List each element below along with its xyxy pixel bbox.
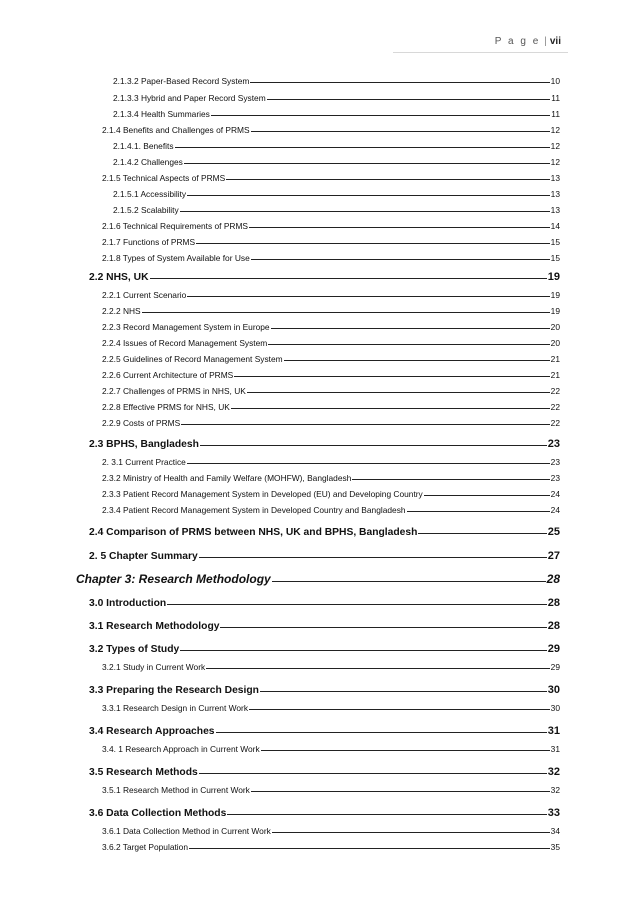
- toc-entry[interactable]: 2.1.3.3 Hybrid and Paper Record System 11: [113, 93, 560, 103]
- page-header: [495, 36, 561, 47]
- toc-entry[interactable]: 3.5.1 Research Method in Current Work 32: [102, 785, 560, 795]
- header-separator: |: [544, 36, 547, 47]
- header-rule: [393, 52, 568, 53]
- toc-entry[interactable]: 2.1.3.2 Paper-Based Record System 10: [113, 76, 560, 86]
- page-label: P a g e: [494, 36, 541, 47]
- toc-entry[interactable]: 3.0 Introduction 28: [89, 597, 560, 609]
- toc-entry[interactable]: 2.2.5 Guidelines of Record Management System 21: [102, 354, 560, 364]
- toc-chapter-entry[interactable]: Chapter 3: Research Methodology 28: [76, 572, 560, 586]
- toc-entry[interactable]: 2.1.4 Benefits and Challenges of PRMS 12: [102, 125, 560, 135]
- toc-entry[interactable]: 2.2.4 Issues of Record Management System 20: [102, 338, 560, 348]
- toc-entry[interactable]: 2.2.9 Costs of PRMS 22: [102, 418, 560, 428]
- toc-entry[interactable]: 3.6.2 Target Population 35: [102, 842, 560, 852]
- toc-entry[interactable]: 3.4 Research Approaches 31: [89, 725, 560, 737]
- toc-entry[interactable]: 3.3 Preparing the Research Design 30: [89, 684, 560, 696]
- toc-entry[interactable]: 2.2.1 Current Scenario 19: [102, 290, 560, 300]
- toc-entry[interactable]: 3.6.1 Data Collection Method in Current Work 34: [102, 826, 560, 836]
- toc-entry[interactable]: 2.3.4 Patient Record Management System in Developed Country and Bangladesh 24: [102, 505, 560, 515]
- toc-entry[interactable]: 2.3.2 Ministry of Health and Family Welfare (MOHFW), Bangladesh 23: [102, 473, 560, 483]
- toc-entry[interactable]: 2.2.7 Challenges of PRMS in NHS, UK 22: [102, 386, 560, 396]
- toc-entry[interactable]: 3.2 Types of Study 29: [89, 643, 560, 655]
- toc-entry[interactable]: 2.1.6 Technical Requirements of PRMS 14: [102, 221, 560, 231]
- toc-entry[interactable]: 3.6 Data Collection Methods 33: [89, 807, 560, 819]
- toc-entry[interactable]: 2.3 BPHS, Bangladesh 23: [89, 438, 560, 450]
- toc-entry[interactable]: 2.1.8 Types of System Available for Use 15: [102, 253, 560, 263]
- page-number: vii: [549, 36, 561, 47]
- toc-entry[interactable]: 3.2.1 Study in Current Work 29: [102, 662, 560, 672]
- toc-entry[interactable]: 2.1.5 Technical Aspects of PRMS 13: [102, 173, 560, 183]
- toc-entry[interactable]: 2.1.4.1. Benefits 12: [113, 141, 560, 151]
- toc-entry[interactable]: 2.3.3 Patient Record Management System in Developed (EU) and Developing Country 24: [102, 489, 560, 499]
- toc-entry[interactable]: 2.2.6 Current Architecture of PRMS 21: [102, 370, 560, 380]
- toc-entry[interactable]: 3.4. 1 Research Approach in Current Work 31: [102, 744, 560, 754]
- toc-entry[interactable]: 3.3.1 Research Design in Current Work 30: [102, 703, 560, 713]
- toc-entry[interactable]: 2.2.8 Effective PRMS for NHS, UK 22: [102, 402, 560, 412]
- toc-entry[interactable]: 2.1.5.2 Scalability 13: [113, 205, 560, 215]
- toc-entry[interactable]: 2.4 Comparison of PRMS between NHS, UK and BPHS, Bangladesh 25: [89, 526, 560, 538]
- toc-entry[interactable]: 2.1.3.4 Health Summaries 11: [113, 109, 560, 119]
- toc-entry[interactable]: 2. 3.1 Current Practice 23: [102, 457, 560, 467]
- toc-entry[interactable]: 3.1 Research Methodology 28: [89, 620, 560, 632]
- toc-entry[interactable]: 2.2.2 NHS 19: [102, 306, 560, 316]
- toc-entry[interactable]: 2.1.4.2 Challenges 12: [113, 157, 560, 167]
- toc-entry[interactable]: 2.2.3 Record Management System in Europe 20: [102, 322, 560, 332]
- toc-entry[interactable]: 2.1.7 Functions of PRMS 15: [102, 237, 560, 247]
- toc-entry[interactable]: 2.1.5.1 Accessibility 13: [113, 189, 560, 199]
- toc-entry[interactable]: 2.2 NHS, UK 19: [89, 271, 560, 283]
- toc-entry[interactable]: 3.5 Research Methods 32: [89, 766, 560, 778]
- toc-entry[interactable]: 2. 5 Chapter Summary 27: [89, 550, 560, 562]
